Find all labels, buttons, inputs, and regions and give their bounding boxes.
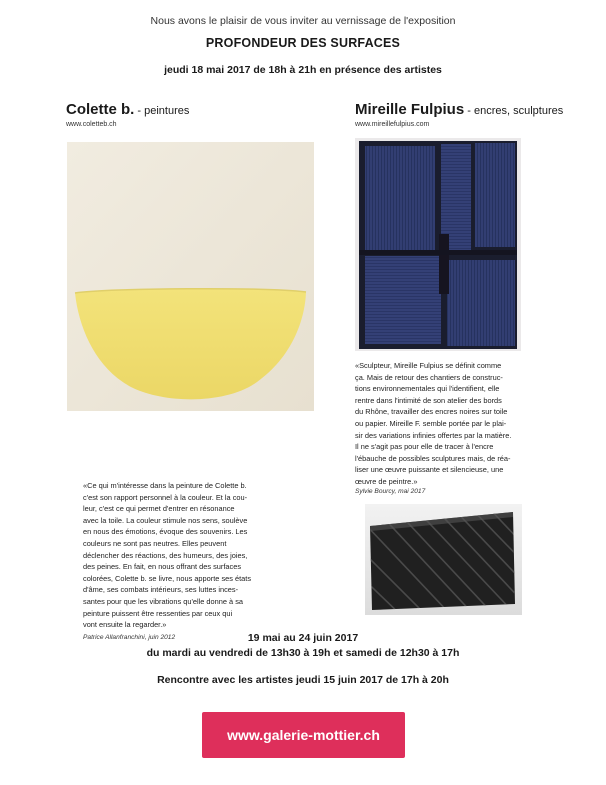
exhibition-title: PROFONDEUR DES SURFACES: [205, 36, 401, 50]
quote-line: peinture puissent être ressenties par ceux qui: [83, 608, 233, 618]
quote-line: vont ensuite la regarder.»: [83, 620, 167, 630]
quote-line: rentre dans l'intimité de son atelier des bords: [355, 395, 502, 405]
painting-colette: [67, 142, 314, 411]
quote-line: «Ce qui m'intéresse dans la peinture de Colette b.: [83, 481, 247, 490]
invitation-intro: Nous avons le plaisir de vous inviter au vernissage de l'exposition: [150, 15, 456, 27]
quote-author-colette: Patrice Allanfranchini, juin 2012: [83, 634, 176, 641]
artist-medium: - peintures: [134, 105, 190, 117]
quote-line: des peines. En fait, en nous offrant des surfaces: [83, 562, 242, 572]
artist-name: Mireille Fulpius: [355, 101, 465, 118]
quote-line: leur, c'est ce qui permet d'entrer en résonance: [83, 504, 235, 514]
sculpture-fulpius: [365, 504, 522, 615]
quote-line: colorées, Colette b. se livre, nous apporte ses états: [83, 573, 252, 583]
quote-line: c'est son rapport personnel à la couleur. Et la cou-: [83, 492, 248, 502]
artist-meeting: Rencontre avec les artistes jeudi 15 juin 2017 de 17h à 20h: [157, 674, 449, 686]
quote-author-fulpius: Sylvie Bourcy, mai 2017: [355, 488, 426, 495]
quote-line: en nous des émotions, évoque des souvenirs. Les: [83, 527, 248, 537]
quote-line: ça. Mais de retour des chantiers de construc-: [355, 372, 503, 382]
quote-line: l'ébauche de possibles sculptures mais, de réa-: [355, 453, 511, 463]
quote-line: tions environnementales qui l'identifient, elle: [355, 384, 500, 394]
quote-line: «Sculpteur, Mireille Fulpius se définit comme: [355, 361, 502, 370]
gallery-website-button[interactable]: www.galerie-mottier.ch: [202, 712, 405, 758]
exhibition-hours: du mardi au vendredi de 13h30 à 19h et samedi de 12h30 à 17h: [146, 647, 460, 659]
quote-fulpius: [355, 360, 521, 488]
ink-painting-fulpius: [355, 138, 521, 351]
artist-heading-colette: [66, 101, 189, 119]
artist-medium: - encres, sculptures: [464, 105, 564, 117]
quote-line: déclencher des réactions, des humeurs, des joies,: [83, 550, 248, 560]
quote-colette: [83, 480, 303, 631]
quote-line: avec la toile. La couleur stimule nos sens, soulève: [83, 515, 248, 525]
artist-name: Colette b.: [66, 101, 135, 118]
artist-website-link[interactable]: www.coletteb.ch: [66, 121, 117, 128]
quote-line: liser une œuvre puissante et silencieuse, une: [355, 465, 504, 475]
quote-line: Il ne s'agit pas pour elle de tracer à l'encre: [355, 442, 494, 452]
vernissage-date: jeudi 18 mai 2017 de 18h à 21h en présence des artistes: [164, 64, 442, 76]
quote-line: ou papier. Mireille F. semble portée par le plai-: [355, 418, 507, 428]
quote-line: santes pour que les vibrations qu'elle donne à sa: [83, 596, 244, 606]
quote-line: du Rhône, travailler des encres noires sur toile: [355, 407, 508, 417]
quote-line: sir des variations infinies offertes par la matière.: [355, 430, 512, 440]
quote-line: d'âme, ses combats intérieurs, ses luttes inces-: [83, 585, 239, 595]
artist-website-link[interactable]: www.mireillefulpius.com: [355, 121, 430, 128]
quote-line: couleurs ne sont pas neutres. Elles peuvent: [83, 538, 227, 548]
quote-line: œuvre de peintre.»: [355, 476, 418, 486]
artist-heading-fulpius: [355, 101, 563, 119]
exhibition-period: 19 mai au 24 juin 2017: [247, 632, 359, 644]
